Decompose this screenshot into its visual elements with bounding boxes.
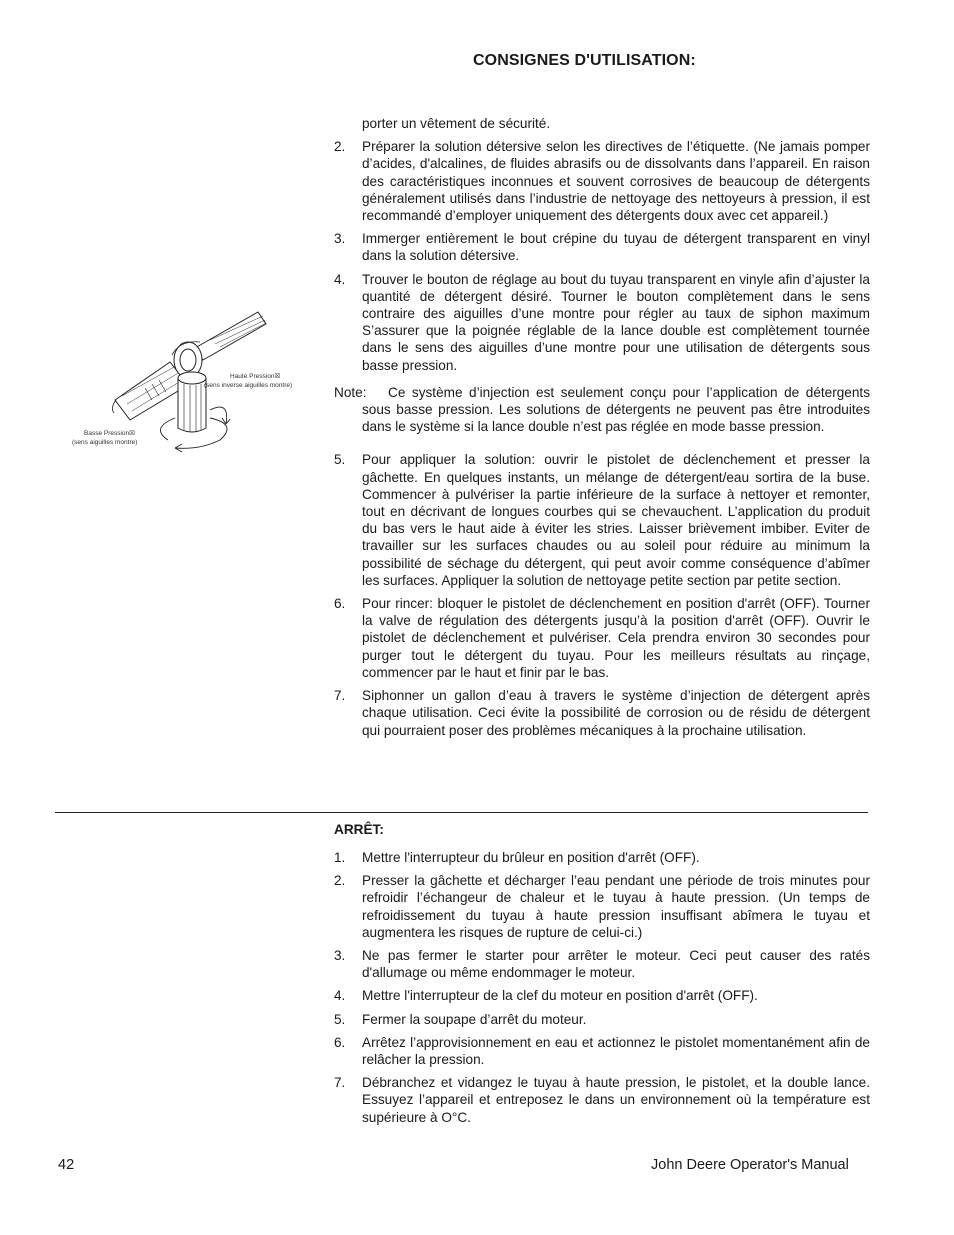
note-block	[334, 384, 870, 436]
list-item	[334, 595, 870, 681]
step-number: 2.	[334, 139, 346, 155]
step-text: Arrêtez l’approvisionnement en eau et actionnez le pistolet momentanément afin de relâcher la pression.	[362, 1034, 870, 1068]
step-text: Mettre l'interrupteur de la clef du moteur en position d'arrêt (OFF).	[362, 988, 758, 1004]
shutdown-title: ARRÊT:	[334, 822, 384, 837]
section-divider	[55, 812, 868, 813]
list-item	[334, 230, 870, 264]
list-item	[334, 451, 870, 589]
list-item	[334, 987, 870, 1004]
step-number: 7.	[334, 1075, 346, 1091]
list-item	[334, 1034, 870, 1068]
step-number: 7.	[334, 688, 346, 704]
list-item	[334, 138, 870, 224]
list-item	[334, 872, 870, 941]
step-number: 3.	[334, 231, 346, 247]
steps-list-a	[334, 138, 870, 374]
page-title: CONSIGNES D'UTILISATION:	[473, 52, 696, 69]
low-pressure-label: Basse Pression☒	[84, 430, 135, 437]
operating-instructions	[334, 115, 870, 745]
list-item	[334, 687, 870, 739]
list-item	[334, 947, 870, 981]
step-text: Pour appliquer la solution: ouvrir le pistolet de déclenchement et presser la gâchette. En quelques instants, un mélange de détergent/eau sortira de la buse. Commencer à pulvériser la partie inférieure de la surface à nettoyer et remonter, tout en décrivant de longues courbes qui se chevauchent. L’application du produit du bas vers le haut aide à éviter les stries. Laisser brièvement imbiber. Eviter de travailler sur les surfaces chaudes ou au soleil pour réduire au minimum la possibilité de séchage du détergent, qui peut avoir comme conséquence d’abîmer les surfaces. Appliquer la solution de nettoyage petite section par petite section.	[362, 452, 870, 588]
step-number: 4.	[334, 271, 346, 287]
low-pressure-direction: (sens aiguilles montre)	[72, 439, 138, 446]
list-item	[334, 271, 870, 374]
page-number: 42	[58, 1157, 75, 1173]
note-text: Ce système d’injection est seulement conçu pour l’application de détergents sous basse pression. Les solutions de détergents ne peuvent pas être introduites dans le système si la lance double n’est pas réglée en mode basse pression.	[362, 384, 870, 435]
step-number: 3.	[334, 948, 346, 964]
dual-lance-illustration	[60, 300, 320, 465]
list-item	[334, 1074, 870, 1126]
step-number: 1.	[334, 850, 346, 865]
step-text: Siphonner un gallon d’eau à travers le système d’injection de détergent après chaque utilisation. Ceci évite la possibilité de corrosion ou de résidu de détergent qui pourraient poser des problèmes mécaniques à la prochaine utilisation.	[362, 688, 870, 738]
high-pressure-direction: (sens inverse aiguilles montre)	[204, 382, 293, 389]
step-text: Débranchez et vidangez le tuyau à haute pression, le pistolet, et la double lance. Essuyez l’appareil et entreposez le dans un environnement où la température est supérieure à O°C.	[362, 1075, 870, 1125]
step-text: Trouver le bouton de réglage au bout du tuyau transparent en vinyle afin d’ajuster la quantité de détergent désiré. Tourner le bouton complètement dans le sens contraire des aiguilles d’une montre pour régler au taux de siphon maximum S’assurer que la poignée réglable de la lance double est complètement tournée dans le sens des aiguilles d’une montre pour une utilisation de détergents sous basse pression.	[362, 271, 870, 373]
note-label: Note:	[334, 384, 367, 400]
step-number: 6.	[334, 1034, 346, 1050]
step-text: Pour rincer: bloquer le pistolet de déclenchement en position d'arrêt (OFF). Tourner la valve de régulation des détergents jusqu’à la position d'arrêt (OFF). Ouvrir le pistolet de déclenchement et pulvériser. Cela prendra environ 30 secondes pour purger tout le détergent du tuyau. Pour les meilleurs résultats au rinçage, commencer par le haut et finir par le bas.	[362, 596, 870, 680]
step-text: Préparer la solution détersive selon les directives de l’étiquette. (Ne jamais pomper d’acides, d'alcalines, de fluides abrasifs ou de dissolvants dans l’appareil. En raison des caractéristiques inconnues et souvent corrosives de beaucoup de détergents généralement utilisés dans l’industrie de nettoyage des nettoyeurs à pression, il est recommandé d’employer uniquement des détergents doux avec cet appareil.)	[362, 139, 870, 224]
manual-title: John Deere Operator's Manual	[651, 1157, 849, 1173]
high-pressure-label: Haute Pression☒	[230, 373, 281, 380]
list-item	[334, 849, 870, 866]
step-number: 6.	[334, 596, 346, 612]
shutdown-instructions	[334, 849, 870, 1132]
step-text: Mettre l'interrupteur du brûleur en position d'arrêt (OFF).	[362, 850, 700, 865]
continued-text: porter un vêtement de sécurité.	[362, 116, 551, 131]
steps-list-b	[334, 451, 870, 738]
step-text: Ne pas fermer le starter pour arrêter le moteur. Ceci peut causer des ratés d'allumage ou même endommager le moteur.	[362, 948, 870, 981]
shutdown-steps-list	[334, 849, 870, 1126]
step-number: 2.	[334, 873, 346, 889]
list-item	[334, 1011, 870, 1028]
step-number: 4.	[334, 988, 346, 1004]
step-text: Presser la gâchette et décharger l’eau pendant une période de trois minutes pour refroidir l’échangeur de chaleur et le tuyau à haute pression. (Un temps de refroidissement du tuyau à haute pression insuffisant abîmera le tuyau et augmentera les risques de rupture de celui-ci.)	[362, 873, 870, 940]
step-number: 5.	[334, 1011, 346, 1027]
step-text: Immerger entièrement le bout crépine du tuyau de détergent transparent en vinyl dans la solution détersive.	[362, 231, 870, 264]
step-text: Fermer la soupape d’arrêt du moteur.	[362, 1011, 587, 1027]
step-number: 5.	[334, 452, 346, 468]
